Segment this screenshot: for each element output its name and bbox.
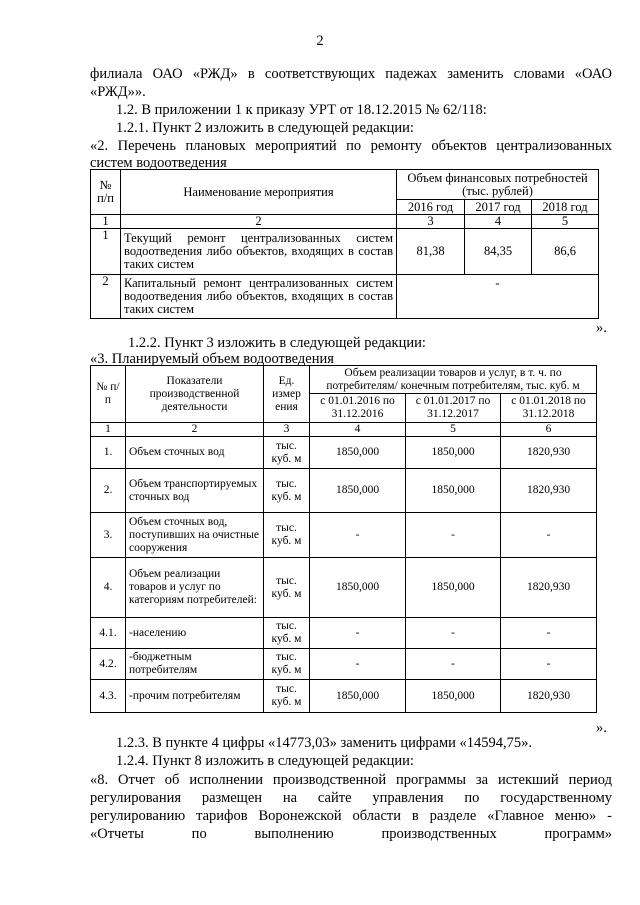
row-indicator: -бюджетным потребителям [126,649,264,680]
row-num: 1. [91,437,126,469]
row-value-2016: - [310,618,406,649]
table-row [91,437,597,469]
col-number-3: 3 [397,215,465,229]
intro-line-1: филиала ОАО «РЖД» в соответствующих падежах заменить словами «ОАО [90,66,612,82]
row-value-2018: - [501,649,597,680]
header-indicator: Показатели производственной деятельности [126,366,264,423]
row-value-2017: - [406,649,501,680]
row-value-2017: 1850,000 [406,680,501,713]
table-row [91,558,597,618]
header-volume: Объем реализации товаров и услуг, в т. ч. по потребителям/ конечным потребителям, тыс. куб. м [310,366,597,394]
col-number-6: 6 [501,423,597,437]
row-unit: тыс. куб. м [264,649,310,680]
final-line-4: «Отчеты по выполнению производственных программ» [90,826,612,842]
heading-2-line-2: систем водоотведения [90,155,227,171]
col-number-5: 5 [406,423,501,437]
row-value-2016: 1850,000 [310,558,406,618]
col-number-1: 1 [91,423,126,437]
item-1-2-3: 1.2.3. В пункте 4 цифры «14773,03» заменить цифрами «14594,75». [116,735,533,751]
header-unit: Ед. измер ения [264,366,310,423]
row-value-2016: - [310,649,406,680]
row-activity: Капитальный ремонт централизованных систем водоотведения либо объектов, входящих в состав таких систем [121,275,397,319]
row-value-2018: 1820,930 [501,469,597,513]
row-num: 4.1. [91,618,126,649]
row-num: 3. [91,513,126,558]
row-value-2018: - [501,618,597,649]
row-value-2018: 1820,930 [501,437,597,469]
header-year-2018: 2018 год [532,200,599,215]
header-activity-name: Наименование мероприятия [121,170,397,215]
row-unit: тыс. куб. м [264,680,310,713]
heading-3: «3. Планируемый объем водоотведения [90,351,334,367]
row-indicator: Объем сточных вод [126,437,264,469]
row-value-2017: - [406,618,501,649]
row-num: 4. [91,558,126,618]
row-value-2018: - [501,513,597,558]
row-num: 1 [91,229,121,275]
col-number-4: 4 [465,215,532,229]
intro-line-2: «РЖД»». [90,84,146,100]
header-finance: Объем финансовых потребностей (тыс. рублей) [397,170,599,200]
row-num: 2. [91,469,126,513]
row-indicator: Объем реализации товаров и услуг по категориям потребителей: [126,558,264,618]
row-value-2018: 1820,930 [501,558,597,618]
row-num: 2 [91,275,121,319]
row-value-2017: 84,35 [465,229,532,275]
table1-closing: ». [596,320,607,336]
col-number-1: 1 [91,215,121,229]
table-row [91,513,597,558]
header-year-2017: 2017 год [465,200,532,215]
header-num: № п/п [91,170,121,215]
page-number: 2 [316,33,324,49]
table2-closing: ». [596,720,607,736]
table-row [91,649,597,680]
row-value-2017: 1850,000 [406,558,501,618]
row-unit: тыс. куб. м [264,469,310,513]
row-unit: тыс. куб. м [264,618,310,649]
col-number-3: 3 [264,423,310,437]
row-indicator: -населению [126,618,264,649]
row-value-2018: 86,6 [532,229,599,275]
item-1-2-1: 1.2.1. Пункт 2 изложить в следующей редакции: [116,120,414,136]
row-value-2016: - [310,513,406,558]
row-merged-value: - [397,275,599,319]
row-value-2016: 1850,000 [310,680,406,713]
header-period-2017: с 01.01.2017 по 31.12.2017 [406,394,501,423]
item-1-2-4: 1.2.4. Пункт 8 изложить в следующей редакции: [116,753,414,769]
row-unit: тыс. куб. м [264,437,310,469]
table-row [91,680,597,713]
heading-2-line-1: «2. Перечень плановых мероприятий по ремонту объектов централизованных [90,138,612,154]
table-repair-activities [90,169,599,319]
row-activity: Текущий ремонт централизованных систем водоотведения либо объектов, входящих в состав таких систем [121,229,397,275]
row-value-2016: 1850,000 [310,437,406,469]
row-value-2017: 1850,000 [406,437,501,469]
final-line-2: регулирования размещен на сайте управления по государственному [90,790,612,806]
header-period-2016: с 01.01.2016 по 31.12.2016 [310,394,406,423]
row-value-2017: - [406,513,501,558]
col-number-4: 4 [310,423,406,437]
col-number-5: 5 [532,215,599,229]
table-row [91,229,599,275]
row-indicator: Объем транспортируемых сточных вод [126,469,264,513]
table-row [91,618,597,649]
final-line-3: регулированию тарифов Воронежской области в разделе «Главное меню» - [90,808,612,824]
table-row [91,275,599,319]
col-number-2: 2 [121,215,397,229]
item-1-2-2: 1.2.2. Пункт 3 изложить в следующей редакции: [128,335,426,351]
header-year-2016: 2016 год [397,200,465,215]
row-value-2016: 81,38 [397,229,465,275]
final-line-1: «8. Отчет об исполнении производственной программы за истекший период [90,772,612,788]
row-indicator: -прочим потребителям [126,680,264,713]
row-unit: тыс. куб. м [264,513,310,558]
header-num: № п/п [91,366,126,423]
table-row [91,469,597,513]
row-value-2017: 1850,000 [406,469,501,513]
row-num: 4.2. [91,649,126,680]
col-number-2: 2 [126,423,264,437]
row-indicator: Объем сточных вод, поступивших на очистные сооружения [126,513,264,558]
table-water-disposal [90,365,597,713]
item-1-2: 1.2. В приложении 1 к приказу УРТ от 18.12.2015 № 62/118: [116,102,487,118]
row-num: 4.3. [91,680,126,713]
row-value-2016: 1850,000 [310,469,406,513]
header-period-2018: с 01.01.2018 по 31.12.2018 [501,394,597,423]
row-unit: тыс. куб. м [264,558,310,618]
row-value-2018: 1820,930 [501,680,597,713]
